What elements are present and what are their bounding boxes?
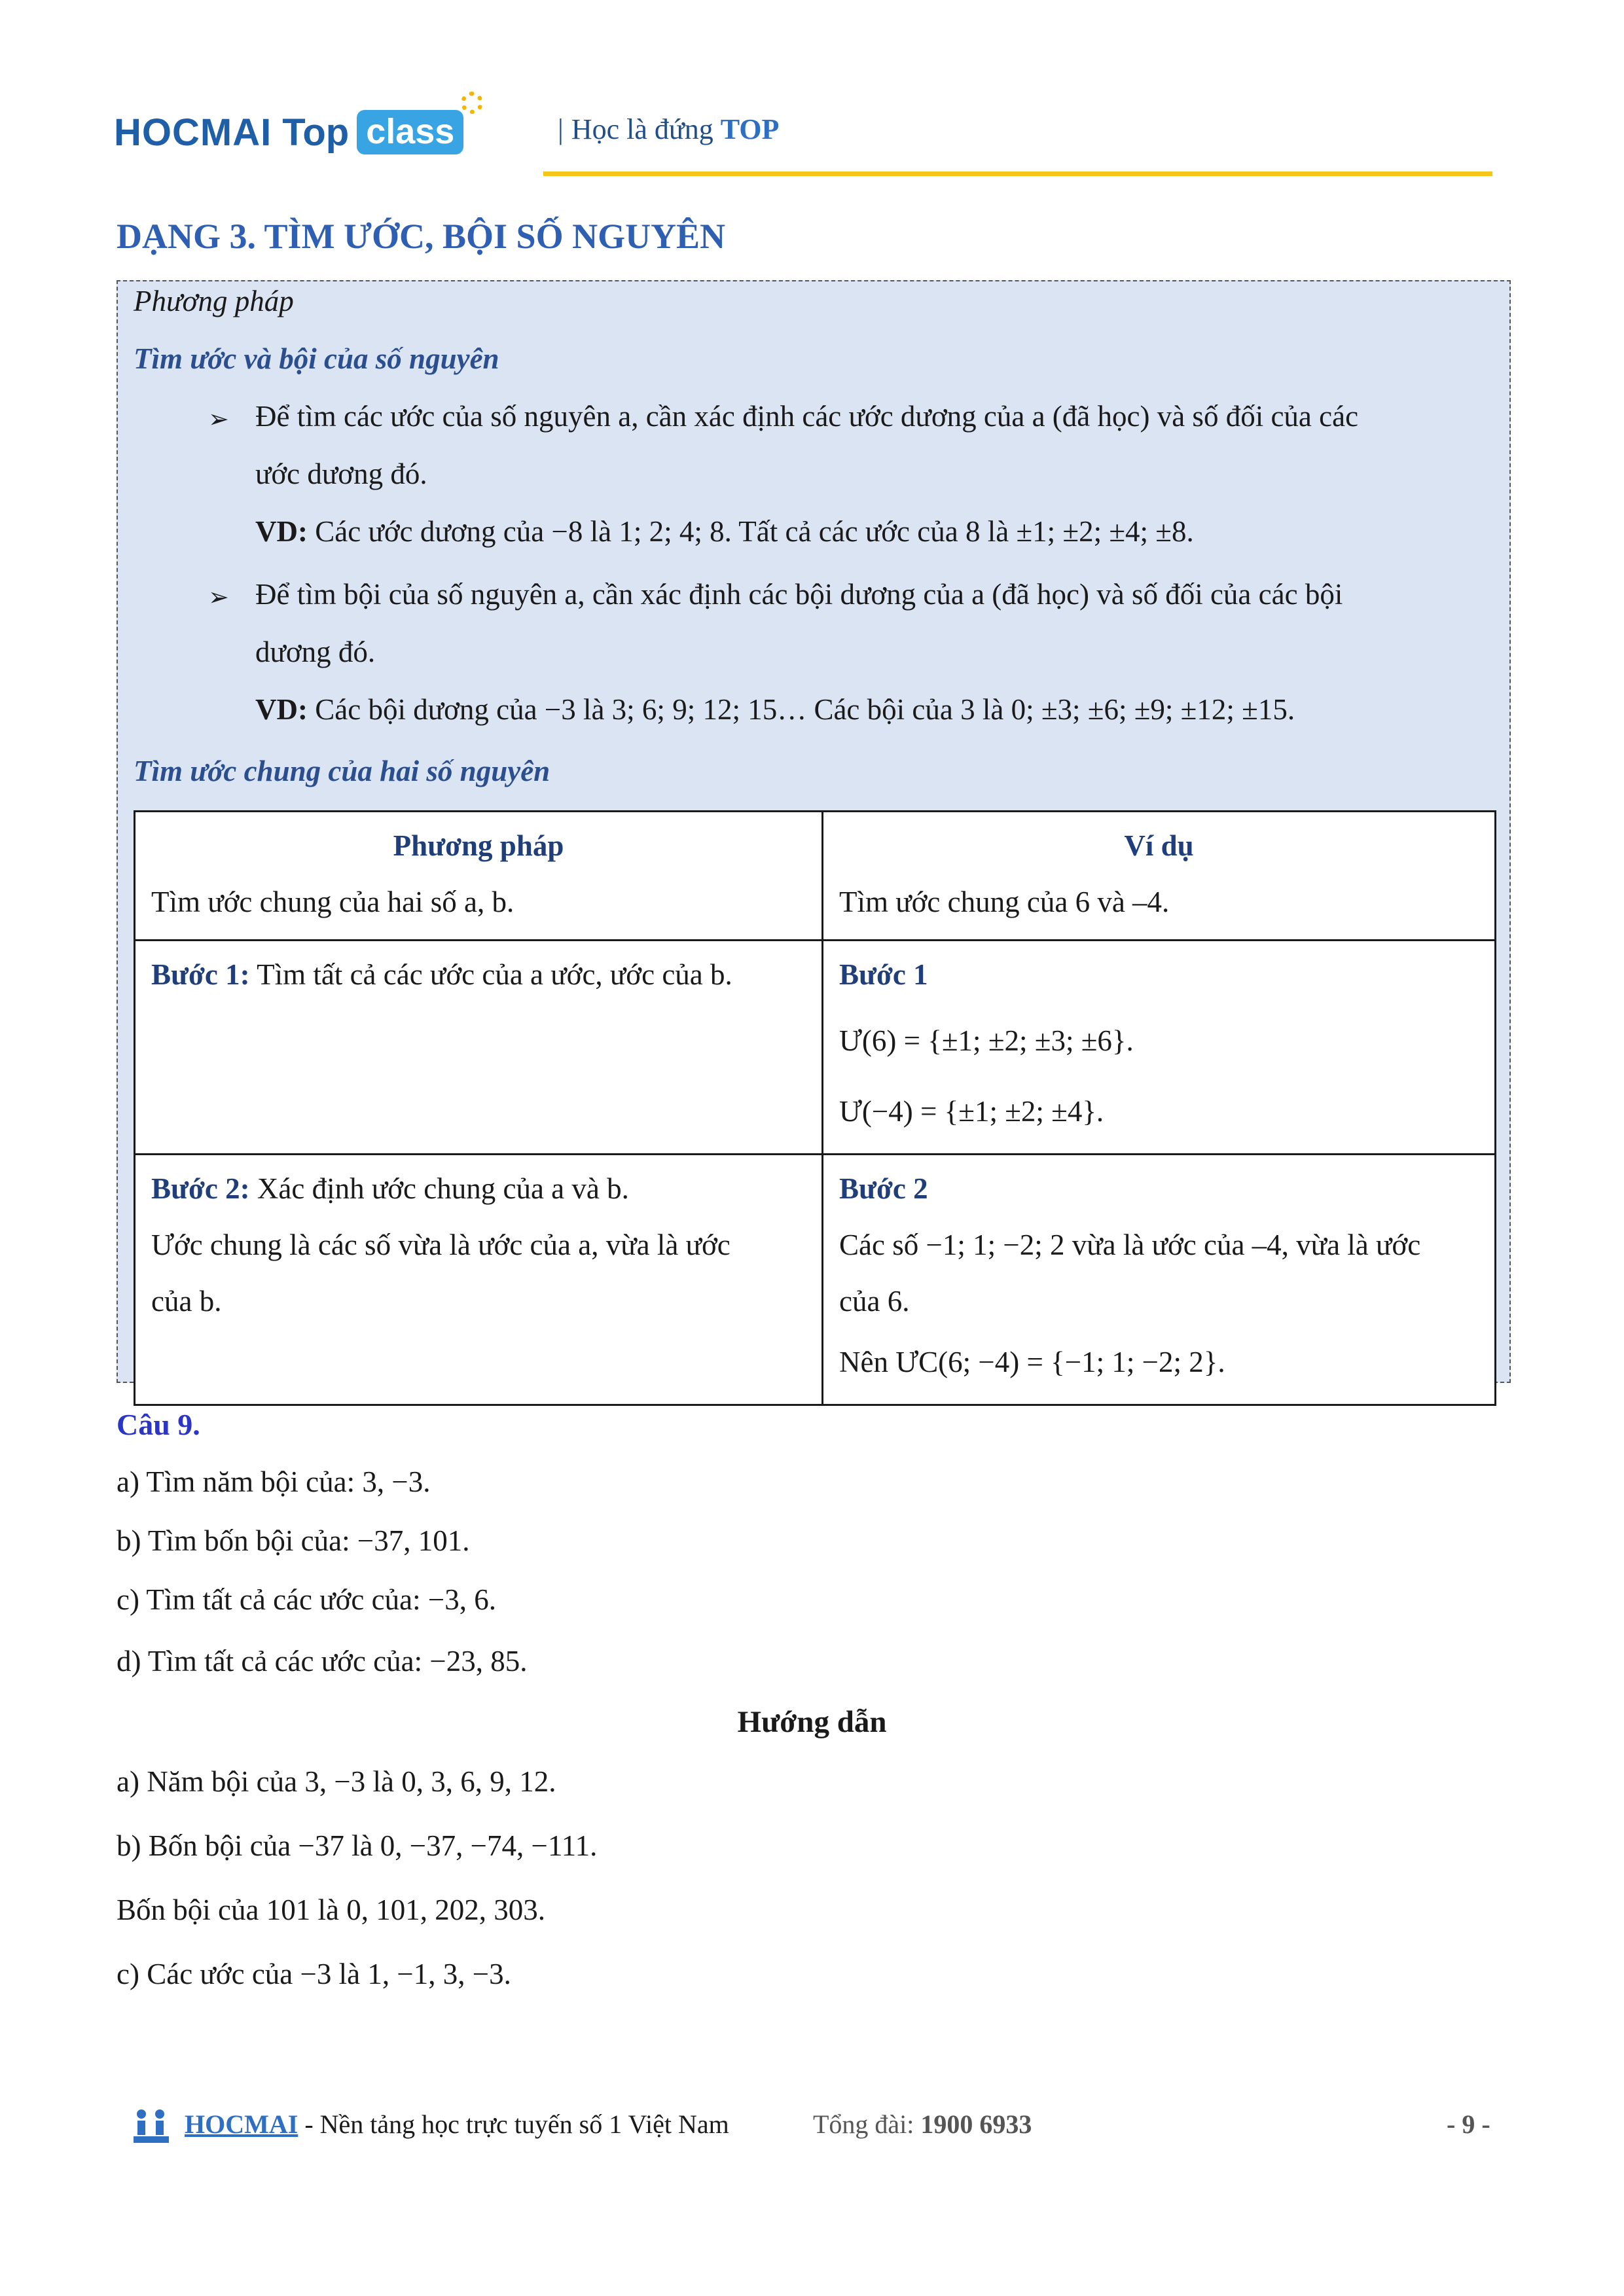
footer-hotline xyxy=(813,2109,1032,2140)
arrow-bullet-icon: ➢ xyxy=(208,404,229,433)
footer-slogan-text: - Nền tảng học trực tuyến số 1 Việt Nam xyxy=(298,2109,729,2139)
divisors-of-minus4: Ư(−4) = {±1; ±2; ±4}. xyxy=(839,1095,1104,1128)
table-cell xyxy=(823,1155,1496,1405)
example2-label: VD: xyxy=(255,693,308,726)
question-d: d) Tìm tất cả các ước của: −23, 85. xyxy=(117,1645,528,1677)
bullet2-line2: dương đó. xyxy=(255,636,376,668)
table-row xyxy=(135,812,1496,941)
gear-icon xyxy=(461,92,483,114)
example1 xyxy=(255,514,1194,548)
section-title: DẠNG 3. TÌM ƯỚC, BỘI SỐ NGUYÊN xyxy=(117,217,726,256)
step1-example-label: Bước 1 xyxy=(839,958,928,991)
page-number: - 9 - xyxy=(1447,2109,1490,2139)
step2-label: Bước 2: xyxy=(151,1172,250,1205)
table-head-method: Phương pháp xyxy=(393,829,564,862)
answer-c: c) Các ước của −3 là 1, −1, 3, −3. xyxy=(117,1958,511,1990)
example1-label: VD: xyxy=(255,515,308,548)
question-title: Câu 9. xyxy=(117,1408,200,1441)
table-cell xyxy=(135,1155,823,1405)
step1-text: Tìm tất cả các ước của a ước, ước của b. xyxy=(257,958,732,991)
header-tagline xyxy=(558,113,779,146)
answer-a: a) Năm bội của 3, −3 là 0, 3, 6, 9, 12. xyxy=(117,1765,556,1798)
table-cell xyxy=(823,812,1496,941)
logo-main-text: HOCMAI xyxy=(114,111,272,154)
hocmai-topclass-logo xyxy=(114,110,463,154)
table-head-example: Ví dụ xyxy=(1124,829,1194,862)
step2-text3: của b. xyxy=(151,1285,222,1318)
hocmai-people-icon xyxy=(131,2108,171,2145)
row0-left: Tìm ước chung của hai số a, b. xyxy=(151,886,514,918)
divisors-of-6: Ư(6) = {±1; ±2; ±3; ±6}. xyxy=(839,1024,1134,1057)
footer-slogan xyxy=(185,2109,729,2140)
guide-title: Hướng dẫn xyxy=(737,1705,887,1739)
answer-b2: Bốn bội của 101 là 0, 101, 202, 303. xyxy=(117,1893,545,1926)
logo-class-badge xyxy=(357,110,463,154)
hotline-number: 1900 6933 xyxy=(920,2109,1032,2139)
step2-example-line1: Các số −1; 1; −2; 2 vừa là ước của –4, vừa là ước xyxy=(839,1229,1421,1261)
common-divisor-table xyxy=(134,810,1496,1406)
tagline-separator: | xyxy=(558,113,564,145)
question-c: c) Tìm tất cả các ước của: −3, 6. xyxy=(117,1583,496,1616)
step2-example-label: Bước 2 xyxy=(839,1172,928,1205)
logo-class-text: class xyxy=(366,112,455,151)
row0-right: Tìm ước chung của 6 và –4. xyxy=(839,886,1170,918)
step1-label: Bước 1: xyxy=(151,958,250,991)
footer-brand-link[interactable]: HOCMAI xyxy=(185,2109,298,2139)
answer-b1: b) Bốn bội của −37 là 0, −37, −74, −111. xyxy=(117,1829,598,1862)
table-cell xyxy=(135,941,823,1155)
table-cell xyxy=(135,812,823,941)
step2-left xyxy=(151,1160,806,1217)
arrow-bullet-icon: ➢ xyxy=(208,583,229,611)
bullet1-line2: ước dương đó. xyxy=(255,457,427,490)
example2-text: Các bội dương của −3 là 3; 6; 9; 12; 15… Các bội của 3 là 0; ±3; ±6; ±9; ±12; ±15. xyxy=(315,693,1295,726)
table-cell xyxy=(823,941,1496,1155)
step2-text2: Ước chung là các số vừa là ước của a, vừa là ước xyxy=(151,1229,731,1261)
example2 xyxy=(255,692,1295,726)
step2-text1: Xác định ước chung của a và b. xyxy=(257,1172,629,1205)
question-a: a) Tìm năm bội của: 3, −3. xyxy=(117,1465,431,1498)
bullet2-line1: Để tìm bội của số nguyên a, cần xác định các bội dương của a (đã học) và số đối của các bội xyxy=(255,578,1343,611)
subheading-divisors-multiples: Tìm ước và bội của số nguyên xyxy=(134,342,499,375)
subheading-common-divisors: Tìm ước chung của hai số nguyên xyxy=(134,755,550,787)
tagline-text: Học là đứng xyxy=(571,113,713,145)
step2-example-line2: của 6. xyxy=(839,1285,910,1318)
table-row xyxy=(135,1155,1496,1405)
method-label: Phương pháp xyxy=(134,285,294,317)
method-box xyxy=(117,280,1511,1383)
header-divider xyxy=(543,171,1492,176)
question-b: b) Tìm bốn bội của: −37, 101. xyxy=(117,1524,470,1557)
example1-text: Các ước dương của −8 là 1; 2; 4; 8. Tất cả các ước của 8 là ±1; ±2; ±4; ±8. xyxy=(315,515,1194,548)
bullet1-line1: Để tìm các ước của số nguyên a, cần xác định các ước dương của a (đã học) và số đối của các xyxy=(255,400,1359,433)
logo-top-text: Top xyxy=(282,111,350,154)
tagline-top: TOP xyxy=(720,113,780,145)
hotline-label: Tổng đài: xyxy=(813,2109,921,2139)
table-row xyxy=(135,941,1496,1155)
common-divisors-result: Nên ƯC(6; −4) = {−1; 1; −2; 2}. xyxy=(839,1346,1225,1378)
